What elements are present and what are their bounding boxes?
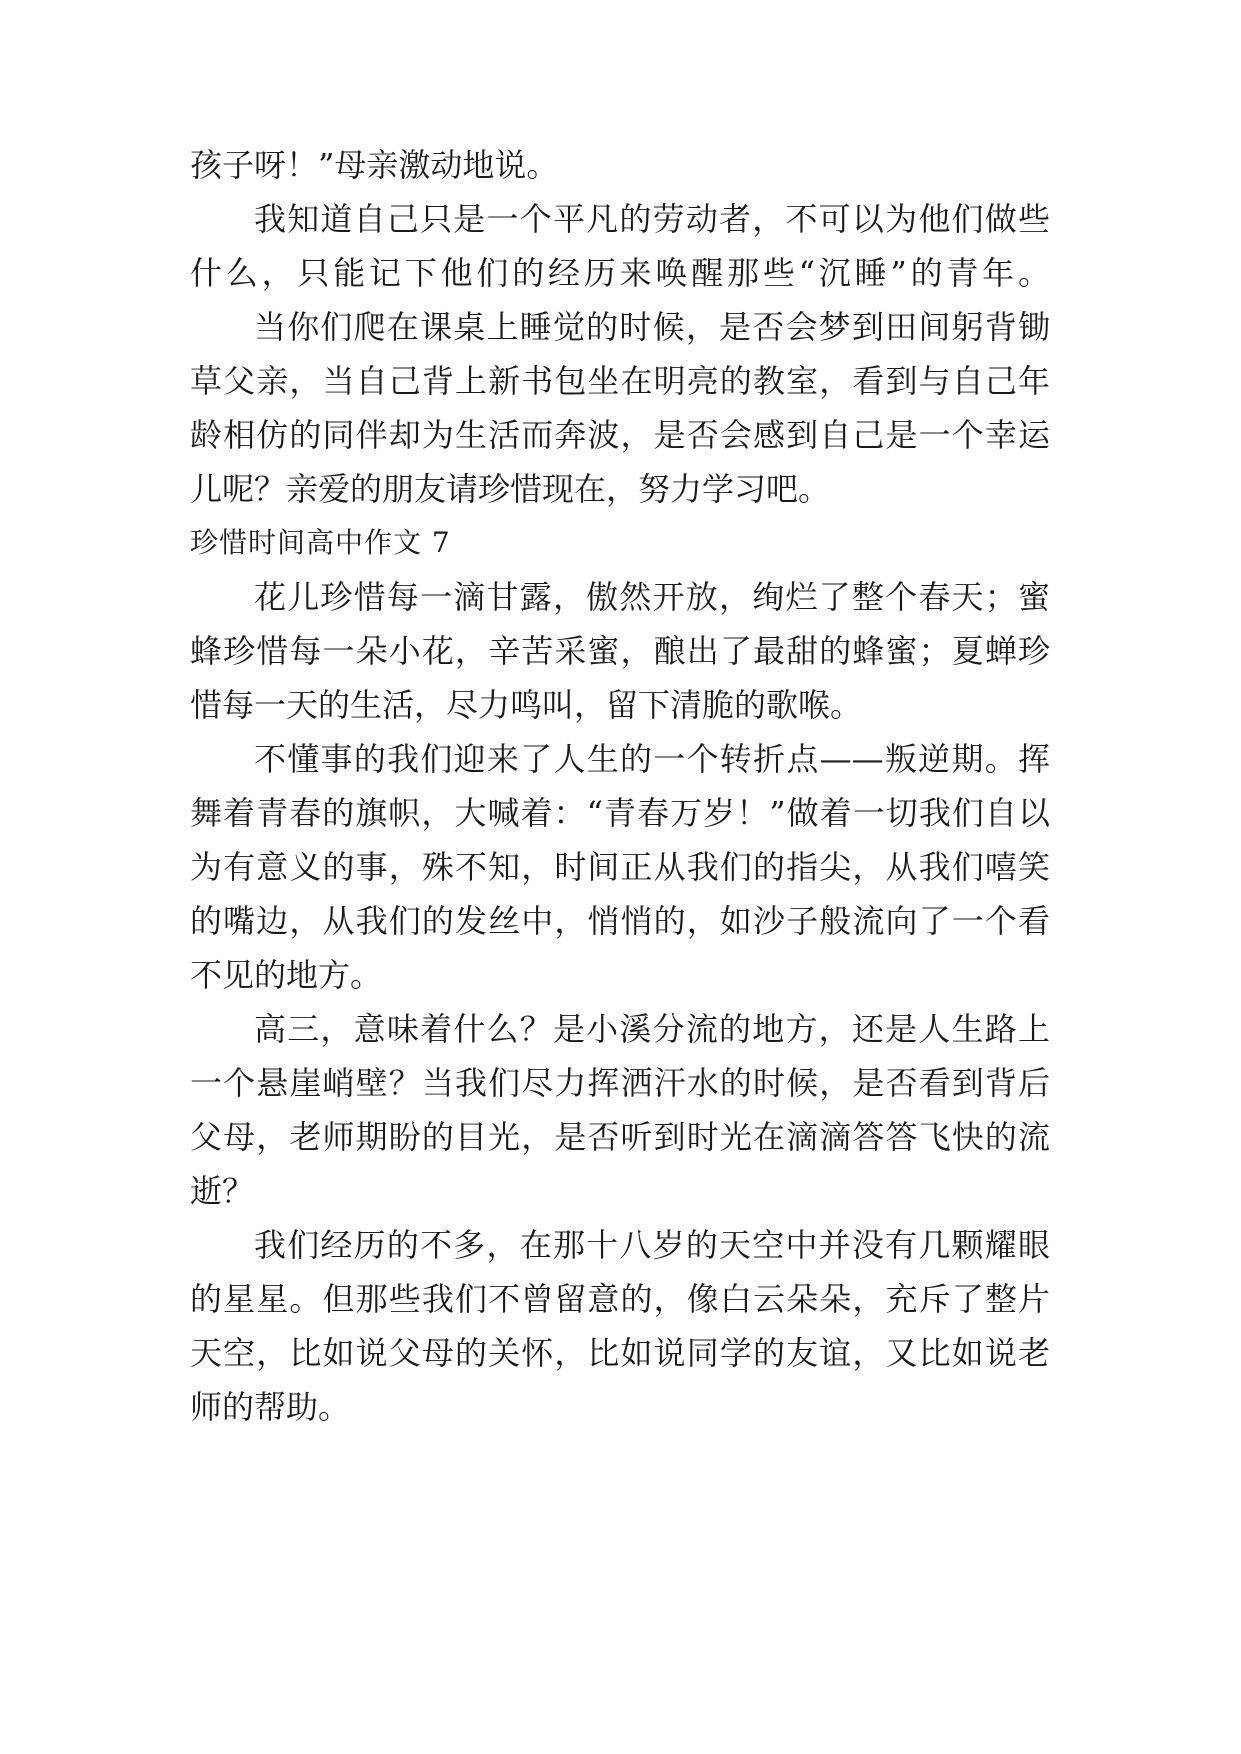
text-line: 一个悬崖峭壁？当我们尽力挥洒汗水的时候，是否看到背后 (190, 1064, 1050, 1102)
section-heading: 珍惜时间高中作文 7 (190, 526, 451, 559)
text-line: 的星星。但那些我们不曾留意的，像白云朵朵，充斥了整片 (190, 1280, 1050, 1318)
text-line: 高三，意味着什么？是小溪分流的地方，还是人生路上 (254, 1010, 1050, 1048)
text-line: 龄相仿的同伴却为生活而奔波，是否会感到自己是一个幸运 (190, 416, 1050, 454)
text-line: 什么，只能记下他们的经历来唤醒那些“沉睡”的青年。 (190, 254, 1050, 292)
text-line: 逝？ (190, 1172, 255, 1210)
text-line: 儿呢？亲爱的朋友请珍惜现在，努力学习吧。 (190, 470, 831, 508)
text-line: 当你们爬在课桌上睡觉的时候，是否会梦到田间躬背锄 (254, 308, 1050, 346)
text-line: 花儿珍惜每一滴甘露，傲然开放，绚烂了整个春天；蜜 (254, 578, 1050, 616)
text-line: 蜂珍惜每一朵小花，辛苦采蜜，酿出了最甜的蜂蜜；夏蝉珍 (190, 632, 1050, 670)
text-line: 不懂事的我们迎来了人生的一个转折点——叛逆期。挥 (254, 740, 1050, 778)
text-line: 师的帮助。 (190, 1388, 351, 1426)
text-line: 孩子呀！”母亲激动地说。 (190, 146, 559, 184)
text-line: 舞着青春的旗帜，大喊着：“青春万岁！”做着一切我们自以 (190, 794, 1050, 832)
text-line: 惜每一天的生活，尽力鸣叫，留下清脆的歌喉。 (190, 686, 863, 724)
text-line: 我知道自己只是一个平凡的劳动者，不可以为他们做些 (254, 200, 1050, 238)
text-line: 为有意义的事，殊不知，时间正从我们的指尖，从我们嘻笑 (190, 848, 1050, 886)
text-line: 草父亲，当自己背上新书包坐在明亮的教室，看到与自己年 (190, 362, 1050, 400)
text-line: 天空，比如说父母的关怀，比如说同学的友谊，又比如说老 (190, 1334, 1050, 1372)
text-line: 我们经历的不多，在那十八岁的天空中并没有几颗耀眼 (254, 1226, 1050, 1264)
text-line: 不见的地方。 (190, 956, 383, 994)
text-line: 的嘴边，从我们的发丝中，悄悄的，如沙子般流向了一个看 (190, 902, 1050, 940)
text-line: 父母，老师期盼的目光，是否听到时光在滴滴答答飞快的流 (190, 1118, 1050, 1156)
